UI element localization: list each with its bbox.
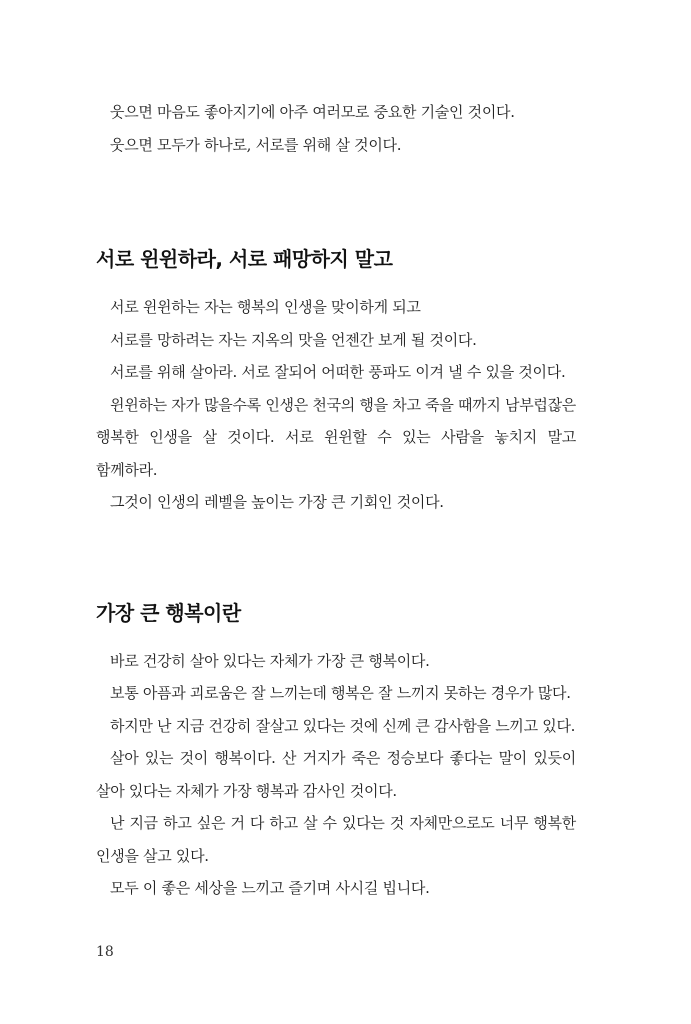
section-2-heading: 가장 큰 행복이란	[96, 600, 241, 625]
section-2-paragraph-5: 난 지금 하고 싶은 거 다 하고 살 수 있다는 것 자체만으로도 너무 행복한 인생을 살고 있다.	[96, 814, 576, 865]
page-body	[96, 96, 576, 905]
section-spacer	[96, 519, 576, 599]
section-1-heading: 서로 윈윈하라, 서로 패망하지 말고	[96, 247, 393, 271]
heading-spacer	[96, 627, 576, 645]
heading-spacer	[96, 273, 576, 291]
section-1-paragraph-4: 윈윈하는 자가 많을수록 인생은 천국의 행을 차고 죽을 때까지 남부럽잖은 행복한 인생을 살 것이다. 서로 윈윈할 수 있는 사람을 놓치지 말고 함께하라.	[96, 395, 576, 479]
section-2-paragraph-2: 보통 아픔과 괴로움은 잘 느끼는데 행복은 잘 느끼지 못하는 경우가 많다.	[110, 684, 571, 702]
section-2-paragraph-1: 바로 건강히 살아 있다는 자체가 가장 큰 행복이다.	[110, 651, 430, 670]
section-1-paragraph-1: 서로 윈윈하는 자는 행복의 인생을 맞이하게 되고	[110, 298, 421, 316]
section-2-paragraph-3: 하지만 난 지금 건강히 잘살고 있다는 것에 신께 큰 감사함을 느끼고 있다.	[110, 716, 576, 735]
section-1-paragraph-3: 서로를 위해 살아라. 서로 잘되어 어떠한 풍파도 이겨 낼 수 있을 것이다.	[110, 363, 566, 381]
intro-paragraph-2: 웃으면 모두가 하나로, 서로를 위해 살 것이다.	[110, 135, 402, 154]
section-1-paragraph-5: 그것이 인생의 레벨을 높이는 가장 큰 기회인 것이다.	[110, 493, 444, 511]
section-spacer	[96, 161, 576, 245]
section-2-paragraph-4: 살아 있는 것이 행복이다. 산 거지가 죽은 정승보다 좋다는 말이 있듯이 살아 있다는 자체가 가장 행복과 감사인 것이다.	[96, 749, 576, 800]
section-2-paragraph-6: 모두 이 좋은 세상을 느끼고 즐기며 사시길 빕니다.	[110, 879, 430, 897]
intro-paragraph-1: 웃으면 마음도 좋아지기에 아주 여러모로 중요한 기술인 것이다.	[110, 103, 515, 121]
page-number: 18	[96, 944, 114, 960]
section-1-paragraph-2: 서로를 망하려는 자는 지옥의 맛을 언젠간 보게 될 것이다.	[110, 330, 477, 349]
